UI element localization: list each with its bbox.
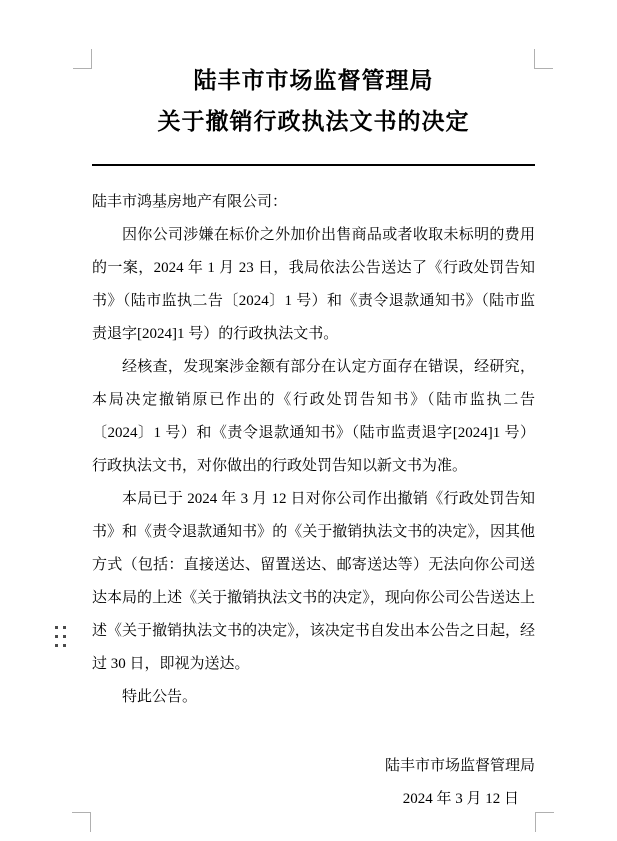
document-content (92, 60, 535, 816)
margin-corner-mark-top-right (534, 49, 553, 69)
document-title (92, 60, 535, 142)
salutation: 陆丰市鸿基房地产有限公司： (92, 194, 288, 210)
body-paragraph-1: 因你公司涉嫌在标价之外加价出售商品或者收取未标明的费用的一案，2024 年 1 月 23 日，我局依法公告送达了《行政处罚告知书》（陆市监执二告〔2024〕1 号）和《责令退款通知书》（陆市监责退字[2024]1 号）的行政执法文书。 (92, 227, 535, 342)
body-paragraph-2: 经核查，发现案涉金额有部分在认定方面存在错误，经研究，本局决定撤销原已作出的《行政处罚告知书》（陆市监执二告〔2024〕1 号）和《责令退款通知书》（陆市监责退字[2024]1 号）行政执法文书，对你做出的行政处罚告知以新文书为准。 (92, 359, 535, 474)
margin-corner-mark-top-left (73, 49, 92, 69)
closing-line: 特此公告。 (122, 689, 198, 705)
margin-corner-mark-bottom-left (72, 812, 91, 832)
margin-corner-mark-bottom-right (535, 812, 554, 832)
title-divider-rule (92, 164, 535, 166)
signature-authority: 陆丰市市场监督管理局 (384, 758, 535, 774)
document-body (92, 186, 535, 714)
document-title-line1: 陆丰市市场监督管理局 (193, 68, 434, 93)
grip-handle-icon[interactable] (55, 626, 66, 647)
document-title-line2: 关于撤销行政执法文书的决定 (157, 109, 470, 134)
body-paragraph-3: 本局已于 2024 年 3 月 12 日对你公司作出撤销《行政处罚告知书》和《责令退款通知书》的《关于撤销执法文书的决定》，因其他方式（包括：直接送达、留置送达、邮寄送达等）无法向你公司送达本局的上述《关于撤销执法文书的决定》，现向你公司公告送达上述《关于撤销执法文书的决定》，该决定书自发出本公告之日起，经过 30 日，即视为送达。 (92, 491, 535, 672)
signature-date: 2024 年 3 月 12 日 (402, 791, 519, 807)
signature-block (92, 750, 535, 816)
